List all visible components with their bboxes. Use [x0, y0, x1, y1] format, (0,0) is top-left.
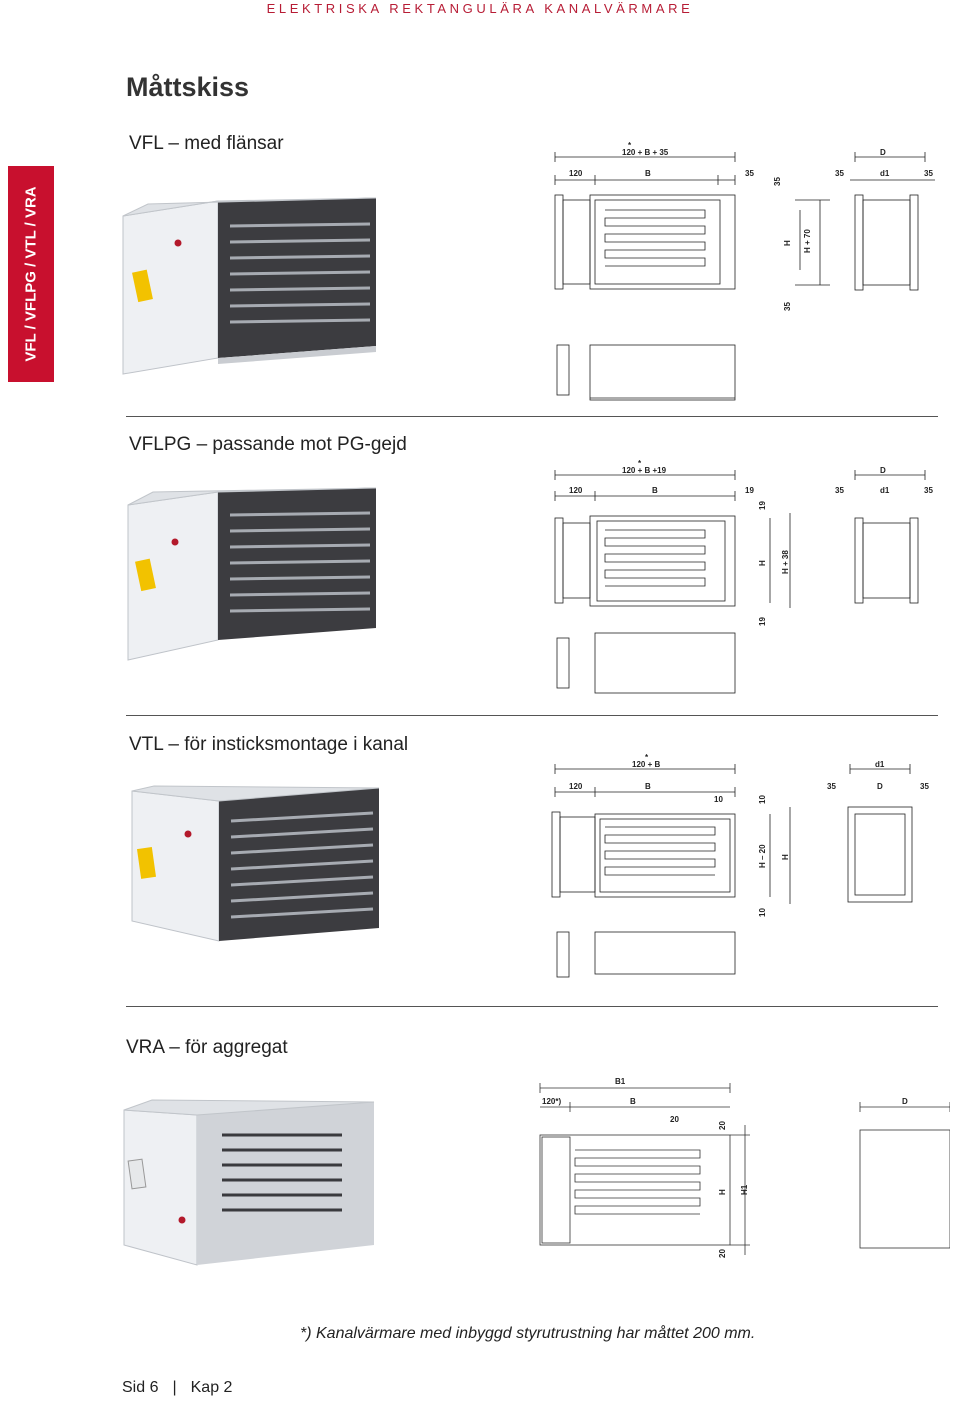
svg-text:120: 120 — [569, 169, 583, 178]
product-photo-vtl — [114, 766, 414, 998]
svg-text:20: 20 — [718, 1249, 727, 1258]
svg-text:*: * — [638, 459, 642, 468]
svg-text:*: * — [628, 141, 632, 150]
section-divider — [126, 1006, 938, 1007]
svg-text:35: 35 — [835, 486, 844, 495]
svg-text:D: D — [880, 466, 886, 475]
svg-text:d1: d1 — [875, 760, 885, 769]
dimension-drawing-vflpg — [540, 458, 950, 698]
svg-text:19: 19 — [745, 486, 754, 495]
svg-text:B: B — [630, 1097, 636, 1106]
svg-text:B: B — [645, 782, 651, 791]
svg-text:H: H — [783, 240, 792, 246]
svg-text:35: 35 — [773, 177, 782, 186]
section-heading-vfl: VFL – med flänsar — [129, 133, 284, 154]
svg-text:H + 38: H + 38 — [781, 550, 790, 574]
svg-text:35: 35 — [924, 486, 933, 495]
svg-text:H1: H1 — [740, 1184, 749, 1195]
section-divider — [126, 715, 938, 716]
svg-text:d1: d1 — [880, 169, 890, 178]
product-photo-vra — [112, 1080, 394, 1310]
svg-text:35: 35 — [745, 169, 754, 178]
page-footer — [122, 1379, 232, 1397]
footer-page-number: Sid 6 — [122, 1379, 159, 1396]
dimension-drawing-vtl — [540, 752, 950, 992]
dim-total-vfl: 120 + B + 35 — [622, 148, 669, 157]
side-tab — [8, 166, 54, 382]
svg-text:35: 35 — [827, 782, 836, 791]
svg-text:H: H — [718, 1189, 727, 1195]
svg-text:B: B — [652, 486, 658, 495]
svg-text:H: H — [781, 854, 790, 860]
page-title: Måttskiss — [126, 72, 250, 102]
svg-text:120: 120 — [569, 486, 583, 495]
svg-text:20: 20 — [670, 1115, 679, 1124]
svg-text:H – 20: H – 20 — [758, 844, 767, 868]
svg-text:D: D — [902, 1097, 908, 1106]
svg-text:35: 35 — [924, 169, 933, 178]
footer-separator: | — [172, 1379, 177, 1396]
product-photo-vflpg — [78, 470, 428, 708]
side-tab-label: VFL / VFLPG / VTL / VRA — [22, 186, 40, 362]
svg-text:B1: B1 — [615, 1077, 626, 1086]
section-heading-vflpg: VFLPG – passande mot PG-gejd — [129, 434, 407, 455]
svg-text:10: 10 — [758, 908, 767, 917]
svg-text:19: 19 — [758, 501, 767, 510]
svg-text:10: 10 — [758, 795, 767, 804]
footnote: *) Kanalvärmare med inbyggd styrutrustning har måttet 200 mm. — [300, 1325, 756, 1342]
svg-text:19: 19 — [758, 617, 767, 626]
svg-text:*: * — [645, 753, 649, 762]
svg-text:10: 10 — [714, 795, 723, 804]
svg-text:d1: d1 — [880, 486, 890, 495]
svg-text:35: 35 — [783, 302, 792, 311]
running-header: ELEKTRISKA REKTANGULÄRA KANALVÄRMARE — [266, 1, 694, 16]
footer-chapter: Kap 2 — [190, 1379, 233, 1396]
svg-text:35: 35 — [920, 782, 929, 791]
svg-text:120: 120 — [569, 782, 583, 791]
svg-text:H + 70: H + 70 — [803, 229, 812, 253]
dimension-drawing-vra — [530, 1070, 950, 1270]
dimension-drawing-vfl — [540, 140, 950, 410]
svg-text:D: D — [877, 782, 883, 791]
svg-text:120 + B +19: 120 + B +19 — [622, 466, 667, 475]
section-heading-vtl: VTL – för insticksmontage i kanal — [129, 734, 409, 755]
svg-text:35: 35 — [835, 169, 844, 178]
svg-text:H: H — [758, 560, 767, 566]
product-photo-vfl — [78, 176, 428, 408]
section-divider — [126, 416, 938, 417]
svg-text:20: 20 — [718, 1121, 727, 1130]
svg-text:120 + B: 120 + B — [632, 760, 661, 769]
svg-text:120*): 120*) — [542, 1097, 562, 1106]
section-heading-vra: VRA – för aggregat — [126, 1037, 288, 1058]
svg-text:D: D — [880, 148, 886, 157]
svg-text:B: B — [645, 169, 651, 178]
